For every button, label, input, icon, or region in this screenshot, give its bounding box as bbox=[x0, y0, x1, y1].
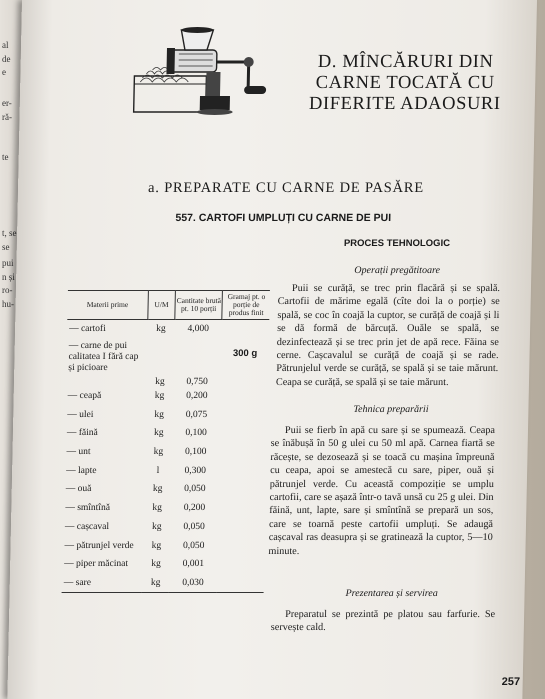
left-page-fragment: pui bbox=[2, 258, 14, 268]
table-row bbox=[64, 461, 266, 480]
ingredient-unit: l bbox=[156, 465, 160, 476]
table-header: U/M bbox=[148, 291, 176, 320]
ingredient-qty: 0,200 bbox=[183, 503, 206, 514]
ingredient-unit: kg bbox=[153, 447, 164, 458]
ingredient-name: — ceapă bbox=[67, 391, 102, 402]
table-row bbox=[62, 555, 264, 574]
left-page-fragment: er- bbox=[2, 98, 12, 108]
ingredient-unit: kg bbox=[151, 559, 161, 570]
subheading-tehnica: Tehnica preparării bbox=[353, 404, 429, 415]
recipe-title: 557. CARTOFI UMPLUȚI CU CARNE DE PUI bbox=[175, 212, 392, 224]
left-page-fragment: al bbox=[2, 40, 9, 50]
ingredient-qty: 0,100 bbox=[185, 428, 207, 439]
ingredient-name: — cașcaval bbox=[64, 521, 110, 532]
left-page-fragment: hu- bbox=[2, 299, 14, 309]
ingredient-qty: 0,001 bbox=[182, 559, 205, 570]
left-page-fragment: t, se bbox=[2, 228, 17, 238]
ingredient-name: — unt bbox=[66, 447, 91, 458]
ingredient-qty: 0,050 bbox=[182, 540, 205, 551]
table-row bbox=[65, 424, 267, 443]
chapter-title-line: DIFERITE ADAOSURI bbox=[308, 94, 501, 114]
ingredient-qty: 0,075 bbox=[185, 409, 208, 420]
subheading-operatii: Operații pregătitoare bbox=[354, 265, 441, 276]
left-page-fragment: te bbox=[2, 152, 9, 162]
chapter-title bbox=[295, 52, 516, 115]
ingredient-unit: kg bbox=[152, 484, 163, 495]
portion-weight: 300 g bbox=[232, 347, 258, 359]
paragraph-text: Puii se curăță, se trec prin flacără și se spală. Cartofii de mărime egală (cîte doi la o porție) se spală, se coc în coajă la cuptor, se curăță de coajă și li se dă formă de bărcuță. Ouăle se spală, se dezinfectează și se trec prin jet de apă rece. Făina se cerne. Cașcavalul se curăță de coajă și se rade. Pătrunjelul verde se curăță, se spală și se taie mărunt. Ceapa se curăță, se spală și se taie mărunt. bbox=[275, 283, 501, 388]
paragraph-prezentarea bbox=[271, 608, 496, 635]
meat-grinder-illustration bbox=[130, 24, 282, 116]
table-row bbox=[67, 320, 269, 339]
left-page-fragment: ro- bbox=[2, 285, 13, 295]
ingredient-qty: 0,030 bbox=[169, 574, 217, 593]
ingredient-unit: kg bbox=[156, 324, 166, 335]
table-row bbox=[62, 574, 264, 593]
ingredient-unit: kg bbox=[155, 376, 165, 387]
ingredient-name: — ulei bbox=[67, 409, 94, 420]
ingredient-name: — lapte bbox=[66, 465, 97, 476]
section-title: a. PREPARATE CU CARNE DE PASĂRE bbox=[147, 180, 425, 196]
proces-tehnologic-heading: PROCES TEHNOLOGIC bbox=[343, 238, 451, 249]
ingredient-qty: 0,200 bbox=[186, 391, 208, 402]
ingredient-unit: kg bbox=[154, 409, 165, 420]
book-page bbox=[7, 0, 537, 699]
ingredient-name: — cartofi bbox=[68, 324, 106, 335]
chapter-title-line: D. MÎNCĂRURI DIN bbox=[317, 52, 494, 72]
table-row bbox=[64, 480, 266, 499]
ingredient-name: — ouă bbox=[65, 484, 92, 495]
chapter-title-line: CARNE TOCATĂ CU bbox=[315, 73, 495, 93]
table-row bbox=[64, 443, 266, 462]
subheading-prezentarea: Prezentarea și servirea bbox=[345, 588, 438, 599]
table-row bbox=[63, 499, 265, 518]
ingredient-qty: 0,750 bbox=[186, 376, 208, 387]
ingredient-qty: 0,050 bbox=[183, 521, 205, 532]
ingredients-table bbox=[62, 290, 270, 593]
paragraph-text: Puii se fierb în apă cu sare și se spumează. Ceapa se înăbușă în 50 g ulei cu 50 ml apă. Carnea fiartă se răcește, se dezosează și se toacă cu mașina împreună cu ceapa, apoi se amestecă cu sare, piper, ouă și pătrunjel verde. Cu această compoziție se umplu cartofii, care se așază într-o tavă unsă cu 25 g ulei. Din făină, unt, lapte, sare și smîntînă se prepară un sos, care se toarnă peste cartofii umpluți. Se adaugă cașcaval ras deasupra și se gratinează la cuptor, 5—10 minute. bbox=[268, 425, 496, 557]
table-row bbox=[63, 518, 265, 537]
ingredient-unit: kg bbox=[142, 574, 170, 593]
paragraph-tehnica bbox=[268, 424, 495, 558]
ingredient-name: — pătrunjel verde bbox=[64, 540, 134, 551]
ingredient-unit: kg bbox=[151, 540, 162, 551]
ingredient-unit: kg bbox=[154, 391, 165, 402]
ingredient-unit: kg bbox=[151, 521, 162, 532]
ingredient-qty: 0,050 bbox=[184, 484, 206, 495]
table-row bbox=[62, 536, 264, 555]
ingredient-unit: kg bbox=[153, 428, 164, 439]
table-header: Cantitate brută pt. 10 porții bbox=[175, 291, 223, 320]
page-number: 257 bbox=[501, 676, 521, 688]
ingredient-qty: 0,100 bbox=[184, 447, 207, 458]
ingredient-qty: 0,300 bbox=[184, 465, 207, 476]
ingredient-name: — făină bbox=[66, 428, 98, 439]
left-page-fragment: e bbox=[2, 67, 6, 77]
table-header: Materii prime bbox=[67, 291, 148, 320]
ingredient-name: — carne de pui calitatea I fără cap și picioare bbox=[68, 340, 139, 373]
ingredient-name: — sare bbox=[62, 574, 143, 593]
table-row bbox=[65, 405, 267, 424]
left-page-fragment: n și bbox=[2, 272, 15, 282]
table-row bbox=[66, 387, 268, 406]
ingredient-qty: 4,000 bbox=[187, 324, 210, 335]
ingredient-unit: kg bbox=[152, 503, 163, 514]
ingredient-name: — piper măcinat bbox=[64, 559, 129, 570]
left-page-fragment: se bbox=[2, 242, 10, 252]
ingredient-name: — smîntînă bbox=[65, 503, 111, 514]
paragraph-operatii bbox=[276, 282, 500, 389]
table-header: Gramaj pt. o porție de produs finit bbox=[222, 291, 270, 320]
left-page-fragment: de bbox=[2, 54, 11, 64]
paragraph-text: Preparatul se prezintă pe platou sau farfurie. Se servește cald. bbox=[270, 609, 496, 634]
left-page-fragment: ră- bbox=[2, 112, 12, 122]
